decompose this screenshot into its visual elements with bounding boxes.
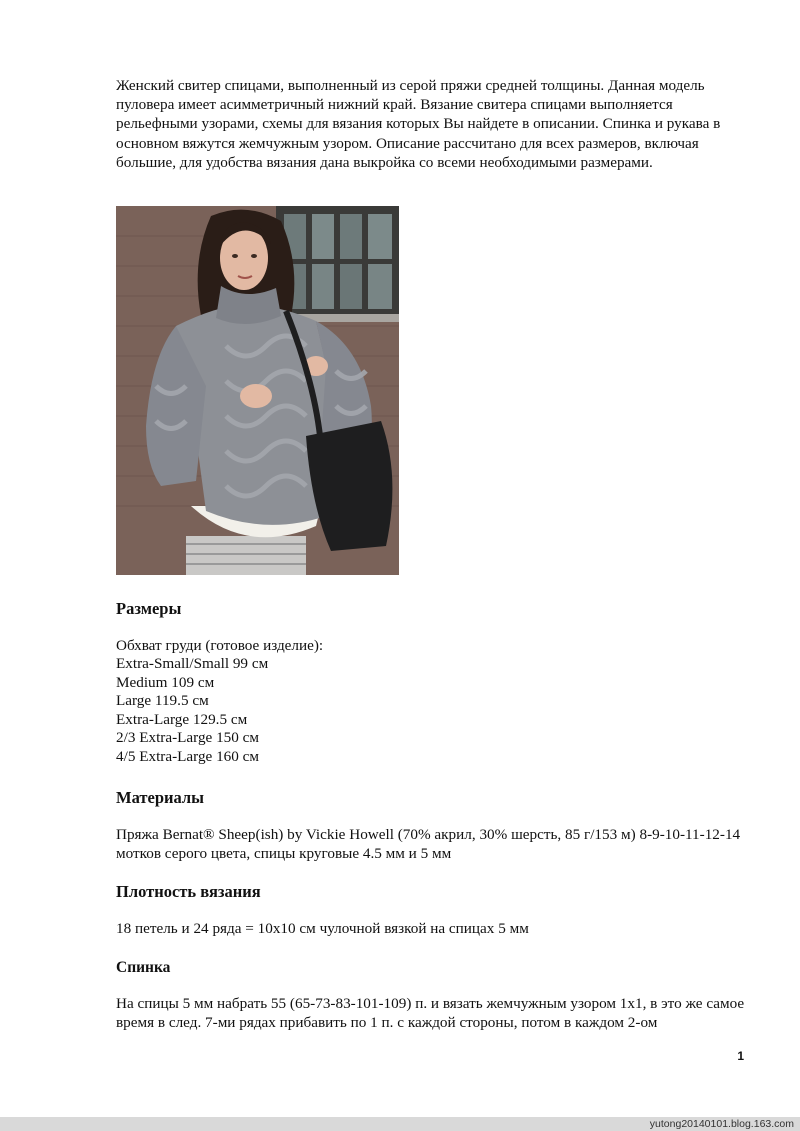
sizes-intro: Обхват груди (готовое изделие): (116, 637, 324, 654)
gauge-paragraph: 18 петель и 24 ряда = 10x10 см чулочной вязкой на спицах 5 мм (116, 920, 529, 937)
list-item: Medium 109 см (116, 673, 215, 691)
watermark-text: yutong20140101.blog.163.com (649, 1118, 794, 1130)
page-number: 1 (737, 1049, 744, 1063)
gauge-heading: Плотность вязания (116, 882, 261, 901)
back-heading: Спинка (116, 959, 171, 976)
back-paragraph: На спицы 5 мм набрать 55 (65-73-83-101-109) п. и вязать жемчужным узором 1x1, в это же самое время в след. 7-ми рядах прибавить по 1 п. с каждой стороны, потом в каждом 2-ом (116, 995, 745, 1031)
sizes-list (116, 655, 268, 767)
list-item: 4/5 Extra-Large 160 см (116, 747, 260, 765)
intro-paragraph: Женский свитер спицами, выполненный из серой пряжи средней толщины. Данная модель пуловера имеет асимметричный нижний край. Вязание свитера спицами выполняется рельефными узорами, схемы для вязания которых Вы найдете в описании. Спинка и рукава в основном вяжутся жемчужным узором. Описание рассчитано для всех размеров, включая большие, для удобства вязания дана выкройка со всеми необходимыми размерами. (116, 77, 721, 171)
list-item: Large 119.5 см (116, 692, 209, 710)
list-item: Extra-Large 129.5 см (116, 710, 248, 728)
sizes-heading: Размеры (116, 599, 182, 618)
knitted-sweater-photo-icon (116, 206, 399, 575)
footer-bar (0, 1117, 800, 1131)
sweater-photo (116, 206, 399, 575)
list-item: 2/3 Extra-Large 150 см (116, 729, 260, 747)
list-item: Extra-Small/Small 99 см (116, 655, 269, 672)
materials-heading: Материалы (116, 788, 205, 807)
materials-paragraph: Пряжа Bernat® Sheep(ish) by Vickie Howell (70% акрил, 30% шерсть, 85 г/153 м) 8-9-10-11-12-14 мотков серого цвета, спицы круговые 4.5 мм и 5 мм (116, 826, 741, 862)
